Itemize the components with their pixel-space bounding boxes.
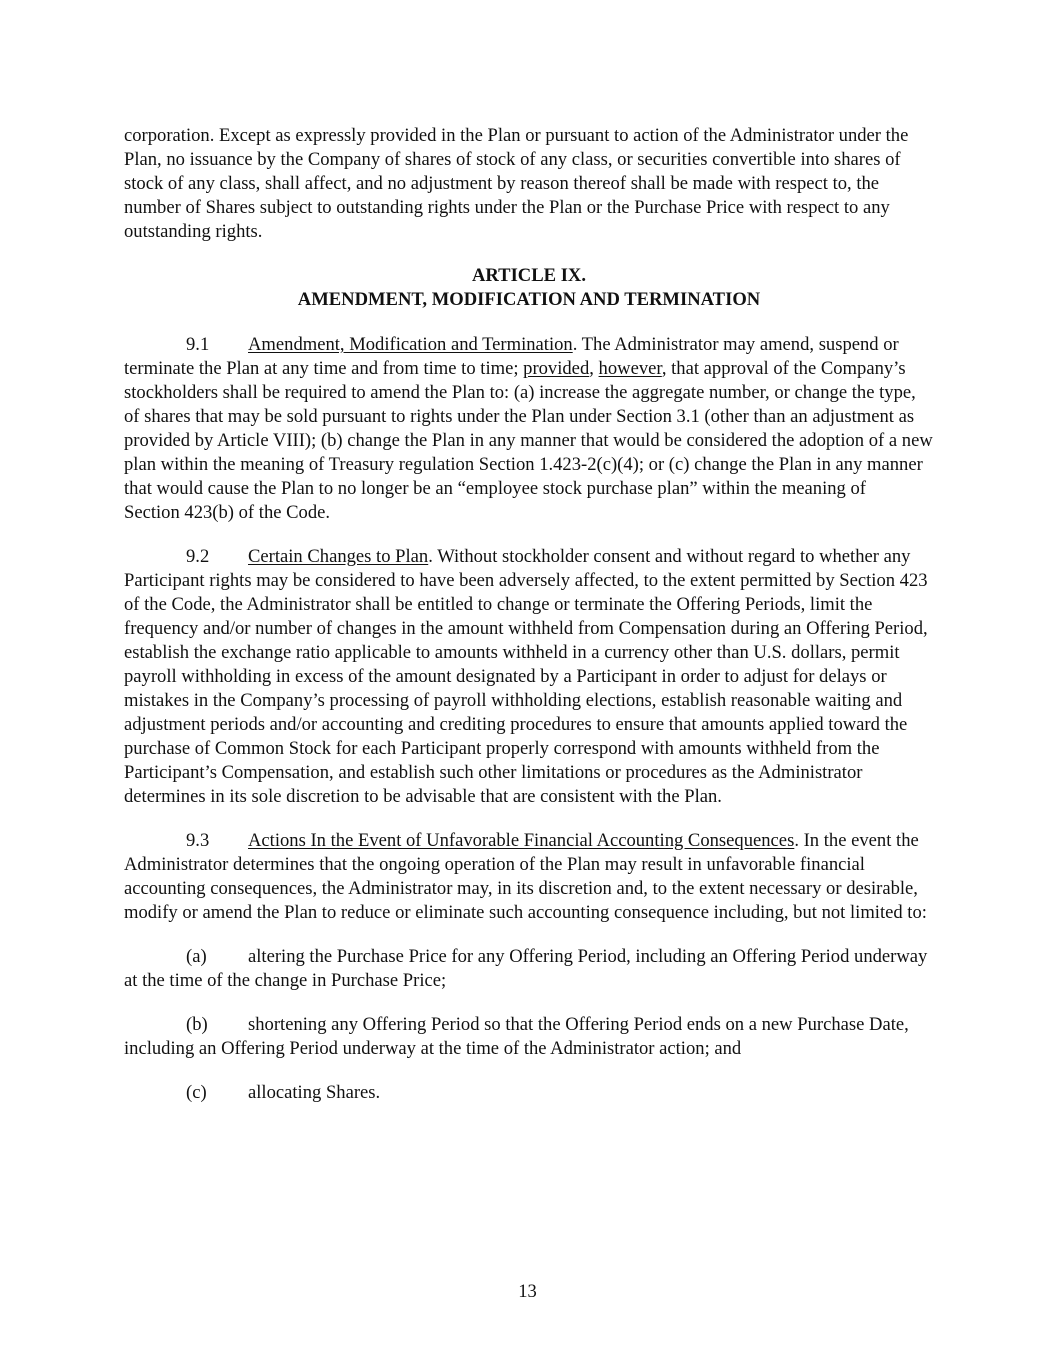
- article-heading: [124, 264, 934, 312]
- subitem-text: shortening any Offering Period so that the Offering Period ends on a new Purchase Date, including an Offering Period underway at the time of the Administrator action; and: [124, 1014, 909, 1059]
- subitem-b: [124, 1013, 934, 1061]
- section-number: 9.1: [186, 334, 210, 355]
- section-9-3: [124, 829, 934, 925]
- subitem-label: (c): [186, 1082, 207, 1103]
- page-number: 13: [518, 1281, 537, 1302]
- document-page: [124, 124, 934, 1125]
- subitem-label: (b): [186, 1014, 208, 1035]
- section-number: 9.3: [186, 830, 210, 851]
- subitem-label: (a): [186, 946, 207, 967]
- subitem-text: allocating Shares.: [248, 1082, 381, 1103]
- section-heading: Certain Changes to Plan: [248, 546, 429, 567]
- article-title: AMENDMENT, MODIFICATION AND TERMINATION: [297, 289, 761, 310]
- section-body: . Without stockholder consent and without regard to whether any Participant rights may be considered to have been adversely affected, to the extent permitted by Section 423 of the Code, the Administrator shall be entitled to change or terminate the Offering Periods, limit the frequency and/or number of changes in the amount withheld from Compensation during an Offering Period, establish the exchange ratio applicable to amounts withheld in a currency other than U.S. dollars, permit payroll withholding in excess of the amount designated by a Participant in order to adjust for delays or mistakes in the Company’s processing of payroll withholding elections, establish reasonable waiting and adjustment periods and/or accounting and crediting procedures to ensure that amounts applied toward the purchase of Common Stock for each Participant properly correspond with amounts withheld from the Participant’s Compensation, and establish such other limitations or procedures as the Administrator determines in its sole discretion to be advisable that are consistent with the Plan.: [124, 546, 928, 807]
- however-term: however: [598, 358, 662, 379]
- provided-term: provided: [523, 358, 590, 379]
- intro-paragraph: corporation. Except as expressly provided in the Plan or pursuant to action of the Administrator under the Plan, no issuance by the Company of shares of stock of any class, or securities convertible into shares of stock of any class, shall affect, and no adjustment by reason thereof shall be made with respect to, the number of Shares subject to outstanding rights under the Plan or the Purchase Price with respect to any outstanding rights.: [124, 125, 909, 242]
- subitem-c: [124, 1081, 934, 1105]
- section-number: 9.2: [186, 546, 210, 567]
- section-body: . In the event the Administrator determines that the ongoing operation of the Plan may result in unfavorable financial accounting consequences, the Administrator may, in its discretion and, to the extent necessary or desirable, modify or amend the Plan to reduce or eliminate such accounting consequence including, but not limited to:: [124, 830, 927, 923]
- section-heading: Actions In the Event of Unfavorable Financial Accounting Consequences: [248, 830, 795, 851]
- comma-separator: ,: [589, 358, 599, 379]
- section-body: . The Administrator may amend, suspend or terminate the Plan at any time and from time to time;: [124, 334, 899, 379]
- section-body-last-line: Section 423(b) of the Code.: [124, 502, 331, 523]
- article-number: ARTICLE IX.: [471, 265, 587, 286]
- section-body-continued: , that approval of the Company’s stockholders shall be required to amend the Plan to: (a) increase the aggregate number, or change the type, of shares that may be sold pursuant to rights under the Plan under Section 3.1 (other than an adjustment as provided by Article VIII); (b) change the Plan in any manner that would be considered the adoption of a new plan within the meaning of Treasury regulation Section 1.423-2(c)(4); or (c) change the Plan in any manner that would cause the Plan to no longer be an “employee stock purchase plan” within the meaning of: [124, 358, 933, 499]
- subitem-a: [124, 945, 934, 993]
- section-9-1: [124, 333, 934, 525]
- section-heading: Amendment, Modification and Termination: [248, 334, 573, 355]
- subitem-text: altering the Purchase Price for any Offering Period, including an Offering Period underway at the time of the change in Purchase Price;: [124, 946, 928, 991]
- section-9-2: [124, 545, 934, 809]
